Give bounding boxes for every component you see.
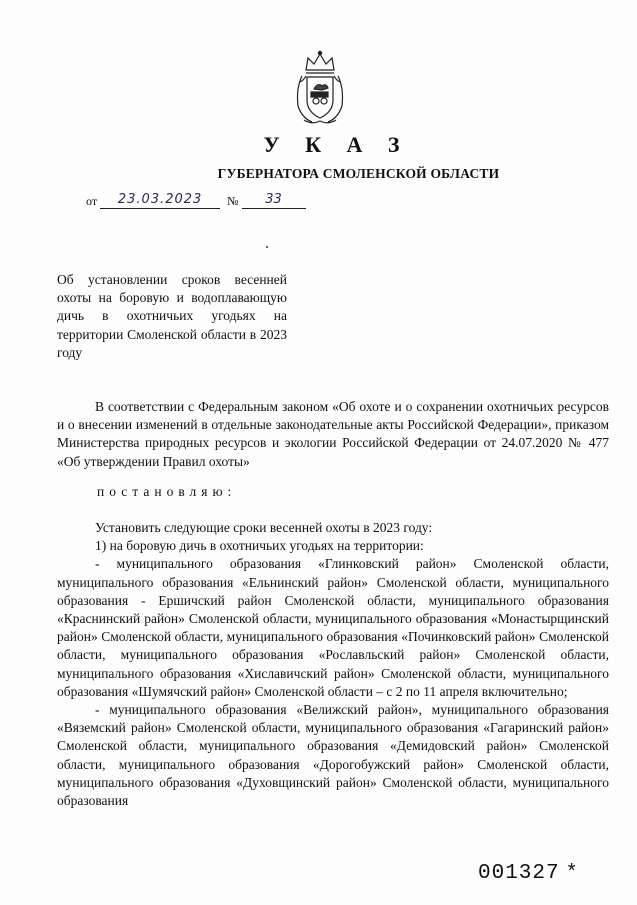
number-label: № bbox=[227, 194, 239, 208]
scan-dot bbox=[266, 246, 268, 248]
item-paragraph: - муниципального образования «Велижский район», муниципального образования «Вяземский район» Смоленской области, муниципального образования «Гагаринский район» Смоленской области, муниципального образования «Демидовский район» Смоленской области, муниципального образования «Дорогобужский район» Смоленской области, муниципального образования «Духовщинский район» Смоленской области, муниципального образования bbox=[57, 702, 609, 809]
handwritten-date: 23.03.2023 bbox=[100, 192, 220, 209]
date-number-line bbox=[86, 192, 306, 209]
decree-title: У К А З bbox=[263, 132, 410, 157]
item-heading: 1) на боровую дичь в охотничьих угодьях на территории: bbox=[95, 538, 424, 554]
serial-mark: * bbox=[565, 862, 579, 885]
date-label: от bbox=[86, 194, 98, 208]
resolve-word: постановляю: bbox=[97, 484, 237, 499]
issuer-title: ГУБЕРНАТОРА СМОЛЕНСКОЙ ОБЛАСТИ bbox=[217, 166, 500, 181]
decree-subject: Об установлении сроков весенней охоты на боровую и водоплавающую дичь в охотничьих угодьях на территории Смоленской области в 2023 году bbox=[57, 272, 287, 360]
decree-items bbox=[57, 519, 609, 810]
handwritten-number: 33 bbox=[242, 192, 306, 209]
serial-number bbox=[478, 862, 579, 885]
smolensk-coat-of-arms-icon bbox=[292, 48, 348, 126]
preamble-paragraph: В соответствии с Федеральным законом «Об охоте и о сохранении охотничьих ресурсов и о внесении изменений в отдельные законодательные акты Российской Федерации», приказом Министерства природных ресурсов и экологии Российской Федерации от 24.07.2020 № 477 «Об утверждении Правил охоты» bbox=[57, 399, 609, 469]
item-paragraph: - муниципального образования «Глинковский район» Смоленской области, муниципального образования «Ельнинский район» Смоленской области, муниципального образования - Ершичский район Смоленской области, муниципального образования «Краснинский район» Смоленской области, муниципального образования «Монастырщинский район» Смоленской области, муниципального образования «Починковский район» Смоленской области, муниципального образования «Рославльский район» Смоленской области, муниципального образования «Хиславичский район» Смоленской области, муниципального образования «Шумячский район» Смоленской области – с 2 по 11 апреля включительно; bbox=[57, 556, 609, 699]
serial-digits: 001327 bbox=[478, 862, 560, 885]
item-intro: Установить следующие сроки весенней охоты в 2023 году: bbox=[95, 520, 433, 535]
